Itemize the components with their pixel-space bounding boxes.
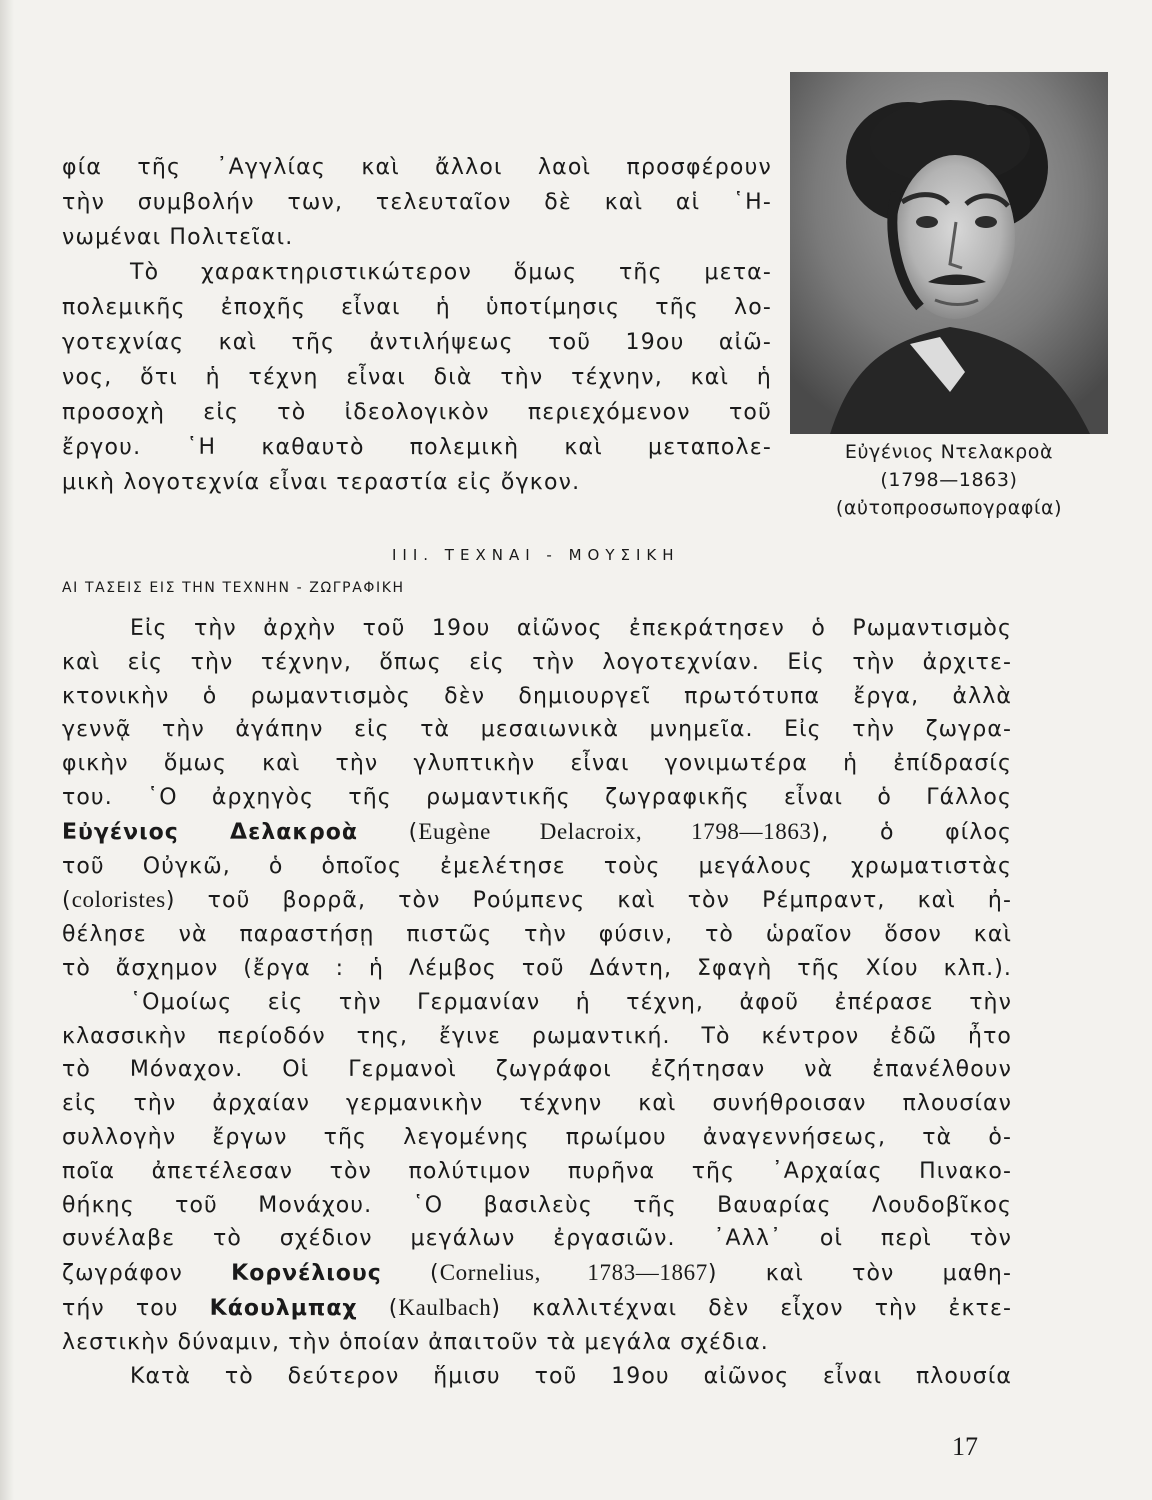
- text-line: κτονικὴν ὁ ρωμαντισμὸς δὲν δημιουργεῖ πρωτότυπα ἔργα, ἀλλὰ: [62, 683, 1012, 709]
- text-fragment: ) τοῦ βορρᾶ, τὸν Ρούμπενς καὶ τὸν Ρέμπραντ, καὶ ἠ-: [165, 888, 1012, 914]
- text-line: Εἰς τὴν ἀρχὴν τοῦ 19ου αἰῶνος ἐπεκράτησεν ὁ Ρωμαντισμὸς: [130, 616, 1012, 641]
- text-line: Τὸ χαρακτηριστικώτερον ὅμως τῆς μετα-: [130, 260, 772, 285]
- text-line: φία τῆς ᾿Αγγλίας καὶ ἄλλοι λαοὶ προσφέρουν: [62, 155, 772, 180]
- text-line: κλασσικὴν περίοδόν της, ἔγινε ρωμαντική. Τὸ κέντρον ἐδῶ ἦτο: [62, 1023, 1012, 1049]
- text-line: τὴν συμβολήν των, τελευταῖον δὲ καὶ αἱ ῾Η-: [62, 190, 772, 215]
- text-line: τὸ Μόναχον. Οἱ Γερμανοὶ ζωγράφοι ἐζήτησαν νὰ ἐπανέλθουν: [62, 1057, 1012, 1083]
- text-fragment: (: [357, 1295, 399, 1321]
- text-line: ποῖα ἀπετέλεσαν τὸν πολύτιμον πυρῆνα τῆς ᾿Αρχαίας Πινακο-: [62, 1158, 1012, 1184]
- text-fragment: ) καὶ τὸν μαθη-: [707, 1261, 1013, 1287]
- text-line: τὸ ἄσχημον (ἔργα : ἡ Λέμβος τοῦ Δάντη, Σφαγὴ τῆς Χίου κλπ.).: [62, 955, 1012, 981]
- text-line: ἔργου. ῾Η καθαυτὸ πολεμικὴ καὶ μεταπολε-: [62, 435, 772, 460]
- caption-name: Εὐγένιος Ντελακροὰ: [844, 441, 1054, 463]
- caption-note: (αὐτοπροσωπογραφία): [835, 497, 1063, 519]
- page-edge-shadow: [0, 0, 14, 1500]
- text-line: [62, 883, 1012, 918]
- bold-name-cornelius: Κορνέλιους: [231, 1261, 382, 1287]
- text-line: συνέλαβε τὸ σχέδιον μεγάλων ἐργασιῶν. ᾿Αλλ᾿ οἱ περὶ τὸν: [62, 1226, 1012, 1252]
- text-line: λεστικὴν δύναμιν, τὴν ὁποίαν ἀπαιτοῦν τὰ μεγάλα σχέδια.: [62, 1329, 769, 1355]
- text-fragment: (: [62, 888, 72, 914]
- text-line: πολεμικῆς ἐποχῆς εἶναι ἡ ὑποτίμησις τῆς λο-: [62, 295, 772, 320]
- text-line: συλλογὴν ἔργων τῆς λεγομένης πρωίμου ἀναγεννήσεως, τὰ ὁ-: [62, 1124, 1012, 1150]
- text-fragment: ), ὁ φίλος: [811, 819, 1013, 845]
- text-line: [62, 1291, 1012, 1326]
- latin-name: Eugène Delacroix, 1798—1863: [418, 818, 812, 844]
- caption-dates: (1798—1863): [880, 469, 1018, 491]
- latin-term: coloristes: [71, 887, 166, 913]
- top-paragraph: [62, 150, 772, 500]
- text-line: [62, 1256, 1012, 1291]
- text-line: [62, 815, 1012, 850]
- text-line: θήκης τοῦ Μονάχου. ῾Ο βασιλεὺς τῆς Βαυαρίας Λουδοβῖκος: [62, 1192, 1012, 1218]
- text-fragment: (: [381, 1261, 440, 1287]
- main-text: [62, 612, 1012, 1393]
- text-line: φικὴν ὅμως καὶ τὴν γλυπτικὴν εἶναι γονιμωτέρα ἡ ἐπίδρασίς: [62, 751, 1012, 777]
- text-line: καὶ εἰς τὴν τέχνην, ὅπως εἰς τὴν λογοτεχνίαν. Εἰς τὴν ἀρχιτε-: [62, 649, 1012, 675]
- portrait-caption: [790, 438, 1108, 522]
- text-line: νος, ὅτι ἡ τέχνη εἶναι διὰ τὴν τέχνην, καὶ ἡ: [62, 365, 772, 390]
- text-line: γοτεχνίας καὶ τῆς ἀντιλήψεως τοῦ 19ου αἰῶ-: [62, 330, 772, 355]
- text-fragment: (: [357, 819, 419, 845]
- bold-name-kaulbach: Κάουλμπαχ: [209, 1295, 358, 1321]
- sub-heading: ΑΙ ΤΑΣΕΙΣ ΕΙΣ ΤΗΝ ΤΕΧΝΗΝ - ΖΩΓΡΑΦΙΚΗ: [62, 580, 405, 596]
- text-line: προσοχὴ εἰς τὸ ἰδεολογικὸν περιεχόμενον τοῦ: [62, 400, 772, 425]
- text-line: γεννᾷ τὴν ἀγάπην εἰς τὰ μεσαιωνικὰ μνημεῖα. Εἰς τὴν ζωγρα-: [62, 717, 1012, 743]
- delacroix-portrait-image: [790, 72, 1108, 434]
- text-line: εἰς τὴν ἀρχαίαν γερμανικὴν τέχνην καὶ συνήθροισαν πλουσίαν: [62, 1091, 1012, 1117]
- latin-name: Kaulbach: [398, 1294, 492, 1320]
- text-fragment: ) καλλιτέχναι δὲν εἶχον τὴν ἐκτε-: [491, 1295, 1012, 1321]
- text-line: θέλησε νὰ παραστήσῃ πιστῶς τὴν φύσιν, τὸ ὡραῖον ὅσον καὶ: [62, 922, 1012, 948]
- section-heading: III. ΤΕΧΝΑΙ - ΜΟΥΣΙΚΗ: [392, 546, 680, 564]
- text-line: ῾Ομοίως εἰς τὴν Γερμανίαν ἡ τέχνη, ἀφοῦ ἐπέρασε τὴν: [130, 989, 1012, 1015]
- text-line: νωμέναι Πολιτεῖαι.: [62, 225, 294, 250]
- page-number: 17: [952, 1432, 978, 1461]
- text-line: μικὴ λογοτεχνία εἶναι τεραστία εἰς ὄγκον.: [62, 470, 581, 495]
- latin-name: Cornelius, 1783—1867: [439, 1260, 708, 1286]
- bold-name-delacroix: Εὐγένιος Δελακροὰ: [62, 819, 358, 845]
- text-fragment: ζωγράφον: [62, 1261, 232, 1287]
- text-line: του. ῾Ο ἀρχηγὸς τῆς ρωμαντικῆς ζωγραφικῆς εἶναι ὁ Γάλλος: [62, 784, 1012, 810]
- text-line: Κατὰ τὸ δεύτερον ἥμισυ τοῦ 19ου αἰῶνος εἶναι πλουσία: [130, 1363, 1012, 1389]
- text-fragment: τήν του: [62, 1295, 210, 1321]
- text-line: τοῦ Οὐγκῶ, ὁ ὁποῖος ἐμελέτησε τοὺς μεγάλους χρωματιστὰς: [62, 853, 1012, 879]
